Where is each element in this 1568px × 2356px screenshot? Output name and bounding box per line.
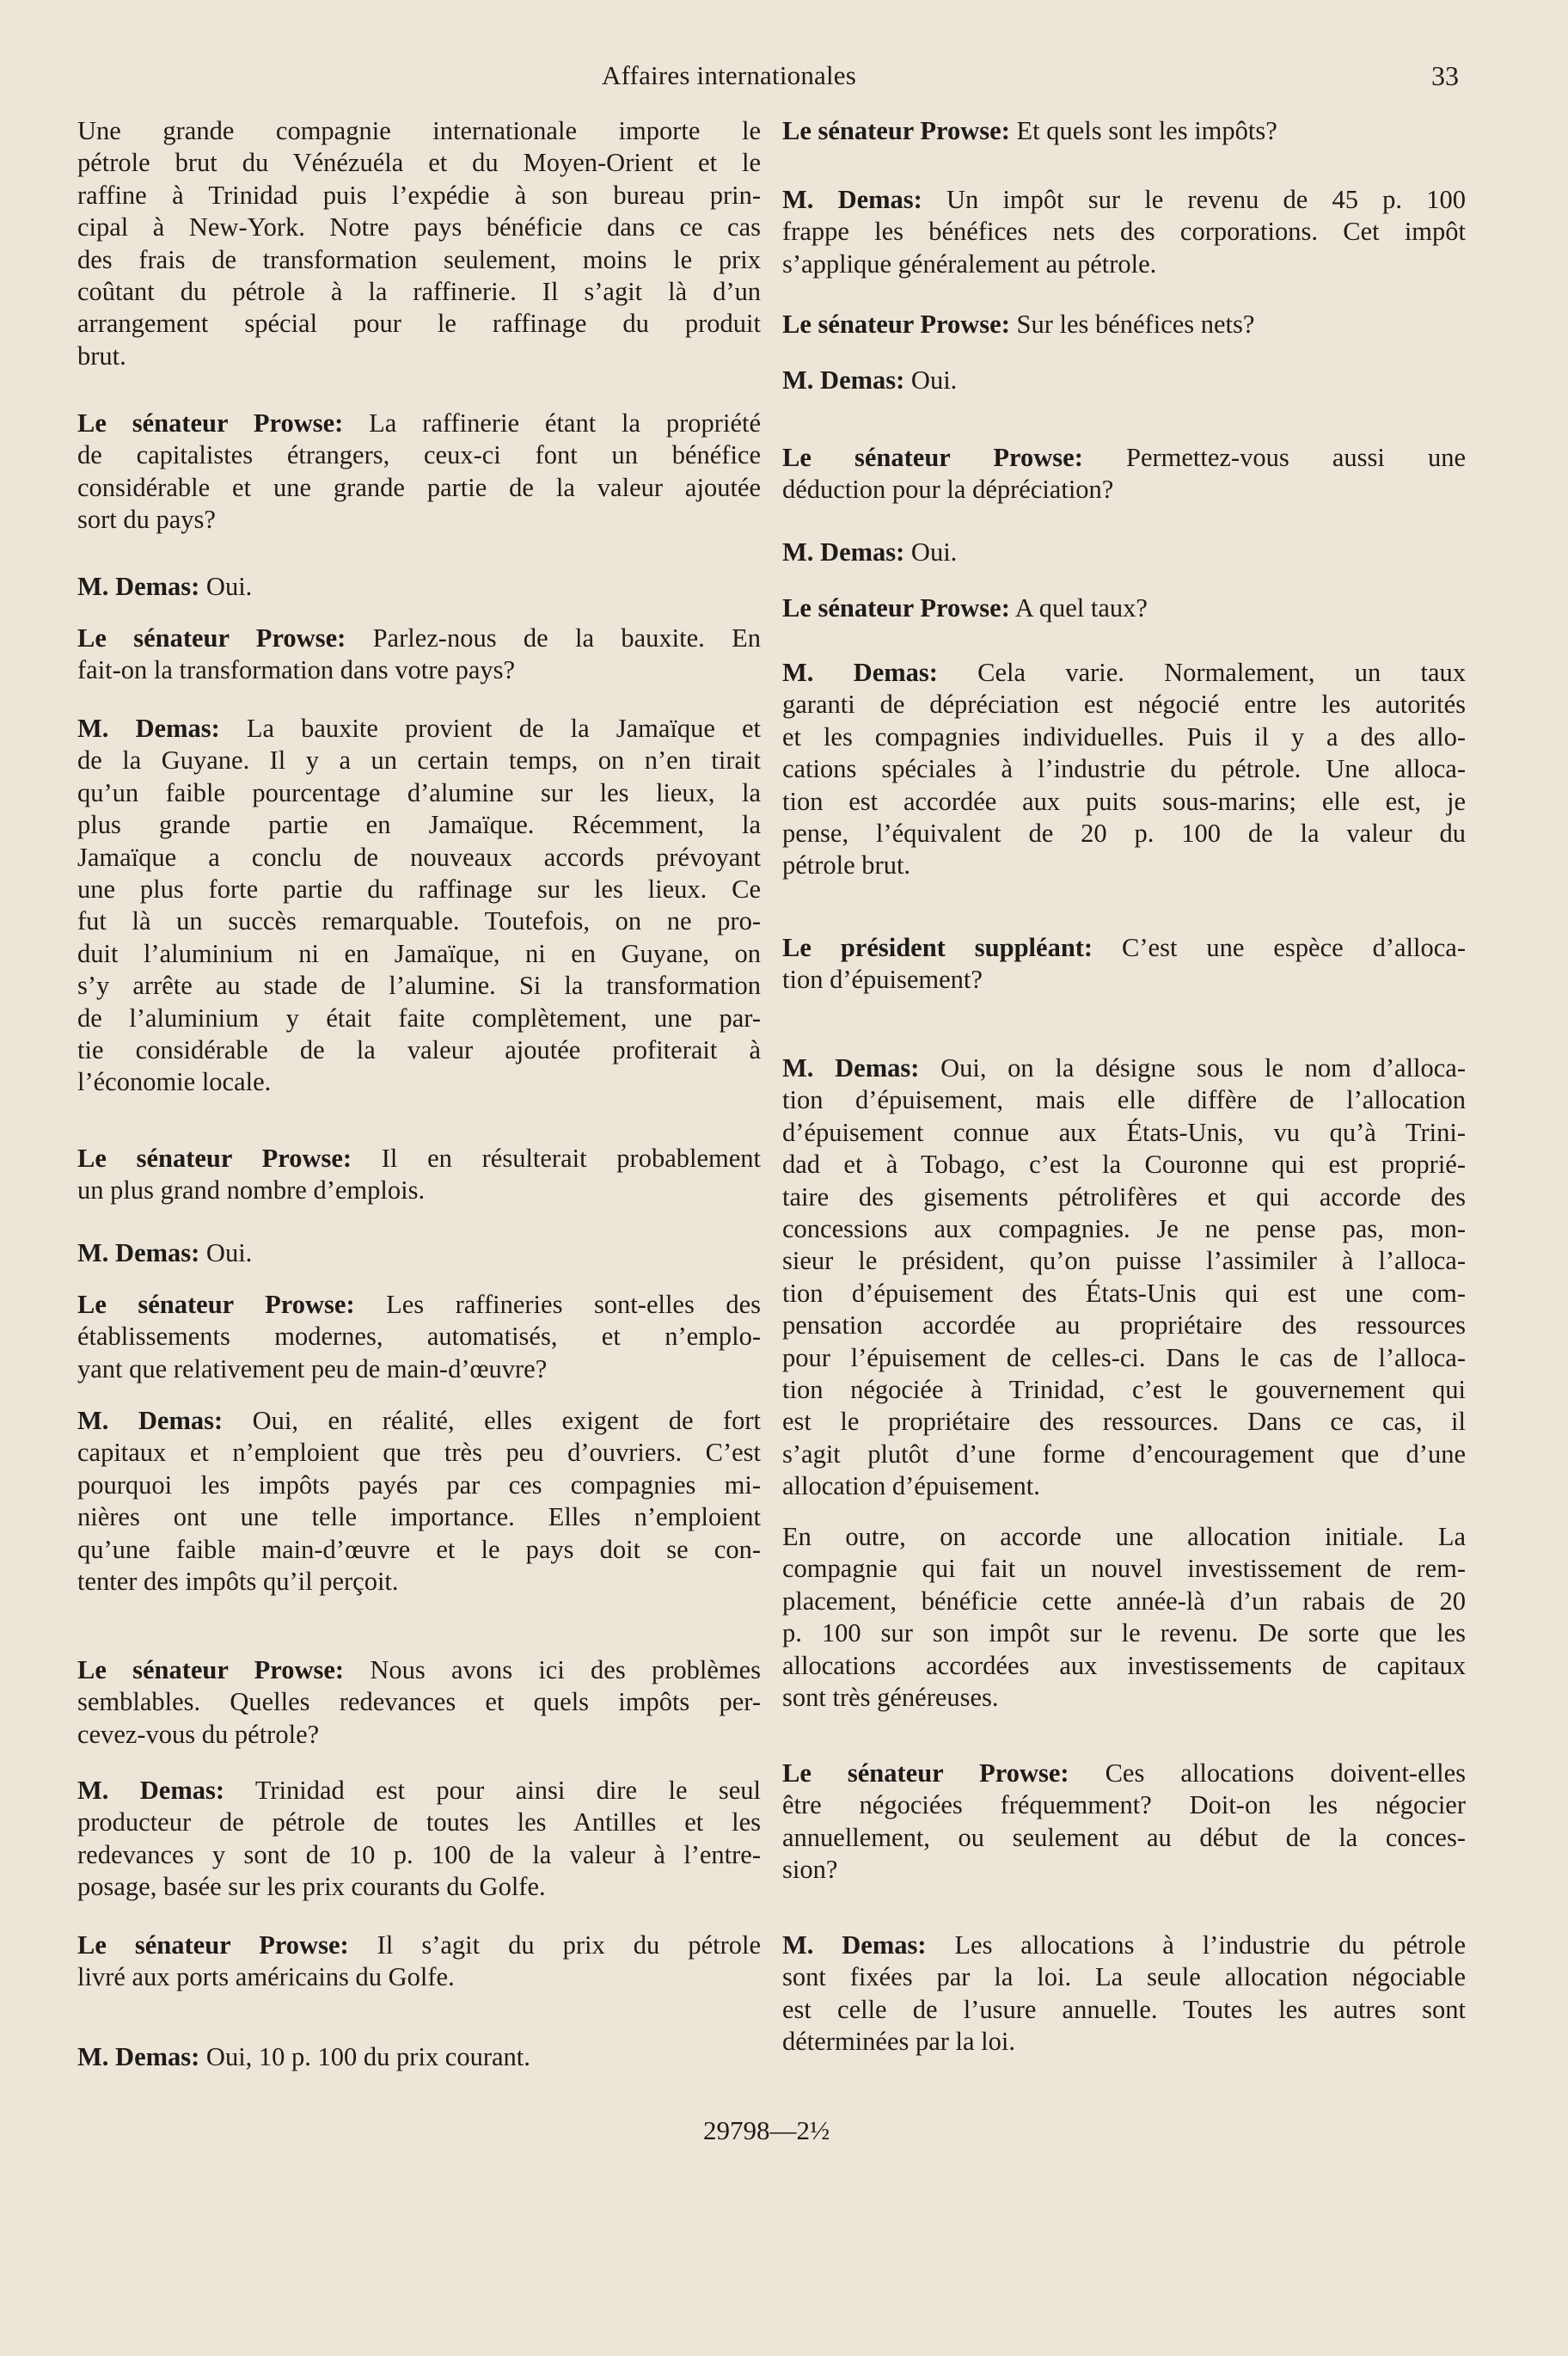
paragraph: M. Demas: Cela varie. Normalement, un taux garanti de dépréciation est négocié entre les autorités et les compagnies individuelles. Puis il y a des allo- cations spéciales à l’industrie du pétrole. Une alloca- tion est accordée aux puits sous-marins; elle est, je pense, l’équivalent de 20 p. 100 de la valeur du pétrole brut.	[782, 658, 1466, 880]
paragraph: Le sénateur Prowse: Les raffineries sont-elles des établissements modernes, automatisés, et n’emplo- yant que relativement peu de main-d’œuvre?	[77, 1290, 761, 1384]
speaker-name: M. Demas:	[782, 537, 905, 567]
paragraph: Le sénateur Prowse: La raffinerie étant la propriété de capitalistes étrangers, ceux-ci font un bénéfice considérable et une grande partie de la valeur ajoutée sort du pays?	[77, 408, 761, 535]
speaker-name: Le sénateur Prowse:	[77, 1290, 355, 1319]
paragraph: Le sénateur Prowse: Sur les bénéfices nets?	[782, 310, 1255, 339]
speaker-name: M. Demas:	[77, 1406, 224, 1435]
speaker-name: M. Demas:	[77, 714, 220, 743]
paragraph: M. Demas: Trinidad est pour ainsi dire le seul producteur de pétrole de toutes les Antilles et les redevances y sont de 10 p. 100 de la valeur à l’entre- posage, basée sur les prix courants du Golfe.	[77, 1776, 761, 1902]
paragraph: M. Demas: Oui, on la désigne sous le nom d’alloca- tion d’épuisement, mais elle diffère de l’allocation d’épuisement connue aux États-Unis, vu qu’à Trini- dad et à Tobago, c’est la Couronne qui est proprié- taire des gisements pétrolifères et qui accorde des concessions aux compagnies. Je ne pense pas, mon- sieur le président, qu’on puisse l’assimiler à l’alloca- tion d’épuisement des États-Unis qui est une com- pensation accordée au propriétaire des ressources pour l’épuisement de celles-ci. Dans le cas de l’alloca- tion négociée à Trinidad, c’est le gouvernement qui est le propriétaire des ressources. Dans ce cas, il s’agit plutôt d’une forme d’encouragement que d’une allocation d’épuisement.	[782, 1053, 1466, 1501]
paragraph: M. Demas: Oui, 10 p. 100 du prix courant.	[77, 2042, 530, 2071]
running-header: Affaires internationales	[602, 60, 857, 90]
speaker-name: Le sénateur Prowse:	[782, 593, 1010, 623]
speaker-name: M. Demas:	[77, 1776, 225, 1805]
speaker-name: M. Demas:	[77, 2042, 200, 2071]
paragraph: Le sénateur Prowse: Permettez-vous aussi une déduction pour la dépréciation?	[782, 443, 1466, 505]
paragraph: M. Demas: Oui.	[77, 572, 253, 601]
speaker-name: Le sénateur Prowse:	[782, 310, 1010, 339]
paragraph: Le sénateur Prowse: Il en résulterait probablement un plus grand nombre d’emplois.	[77, 1144, 761, 1206]
speaker-name: Le sénateur Prowse:	[782, 443, 1083, 472]
speaker-name: Le président suppléant:	[782, 933, 1093, 962]
paragraph: Le sénateur Prowse: Ces allocations doivent-elles être négociées fréquemment? Doit-on les négocier annuellement, ou seulement au début de la conces- sion?	[782, 1758, 1466, 1885]
speaker-name: Le sénateur Prowse:	[782, 1758, 1069, 1788]
speaker-name: Le sénateur Prowse:	[782, 116, 1010, 145]
paragraph: Le sénateur Prowse: Et quels sont les impôts?	[782, 116, 1277, 145]
speaker-name: M. Demas:	[782, 658, 938, 687]
speaker-name: Le sénateur Prowse:	[77, 623, 346, 653]
speaker-name: Le sénateur Prowse:	[77, 408, 344, 438]
paragraph: Le sénateur Prowse: Parlez-nous de la bauxite. En fait-on la transformation dans votre pays?	[77, 623, 761, 685]
paragraph: M. Demas: Oui.	[77, 1238, 253, 1267]
paragraph: Le président suppléant: C’est une espèce d’alloca- tion d’épuisement?	[782, 933, 1466, 995]
footer-code: 29798—2½	[703, 2115, 830, 2145]
speaker-name: Le sénateur Prowse:	[77, 1930, 349, 1960]
paragraph: Une grande compagnie internationale importe le pétrole brut du Vénézuéla et du Moyen-Orient et le raffine à Trinidad puis l’expédie à son bureau prin- cipal à New-York. Notre pays bénéficie dans ce cas des frais de transformation seulement, moins le prix coûtant du pétrole à la raffinerie. Il s’agit là d’un arrangement spécial pour le raffinage du produit brut.	[77, 116, 761, 371]
paragraph: M. Demas: Oui.	[782, 365, 958, 395]
speaker-name: M. Demas:	[782, 1930, 927, 1960]
speaker-name: M. Demas:	[77, 1238, 200, 1267]
speaker-name: M. Demas:	[77, 572, 200, 601]
speaker-name: M. Demas:	[782, 1053, 920, 1083]
paragraph: Le sénateur Prowse: Il s’agit du prix du pétrole livré aux ports américains du Golfe.	[77, 1930, 761, 1992]
paragraph: En outre, on accorde une allocation initiale. La compagnie qui fait un nouvel investissement de rem- placement, bénéficie cette année-là d’un rabais de 20 p. 100 sur son impôt sur le revenu. De sorte que les allocations accordées aux investissements de capitaux sont très généreuses.	[782, 1522, 1466, 1713]
paragraph: M. Demas: Oui.	[782, 537, 958, 567]
paragraph: Le sénateur Prowse: A quel taux?	[782, 593, 1148, 623]
page-number: 33	[1431, 60, 1459, 91]
paragraph: M. Demas: Oui, en réalité, elles exigent de fort capitaux et n’emploient que très peu d’ouvriers. C’est pourquoi les impôts payés par ces compagnies mi- nières ont une telle importance. Elles n’emploient qu’une faible main-d’œuvre et le pays doit se con- tenter des impôts qu’il perçoit.	[77, 1406, 761, 1597]
paragraph: M. Demas: Un impôt sur le revenu de 45 p. 100 frappe les bénéfices nets des corporations. Cet impôt s’applique généralement au pétrole.	[782, 185, 1466, 279]
speaker-name: M. Demas:	[782, 365, 905, 395]
paragraph: Le sénateur Prowse: Nous avons ici des problèmes semblables. Quelles redevances et quels impôts per- cevez-vous du pétrole?	[77, 1655, 761, 1749]
speaker-name: M. Demas:	[782, 185, 922, 214]
speaker-name: Le sénateur Prowse:	[77, 1655, 345, 1684]
paragraph: M. Demas: La bauxite provient de la Jamaïque et de la Guyane. Il y a un certain temps, on n’en tirait qu’un faible pourcentage d’alumine sur les lieux, la plus grande partie en Jamaïque. Récemment, la Jamaïque a conclu de nouveaux accords prévoyant une plus forte partie du raffinage sur les lieux. Ce fut là un succès remarquable. Toutefois, on ne pro- duit l’aluminium ni en Jamaïque, ni en Guyane, on s’y arrête au stade de l’alumine. Si la transformation de l’aluminium y était faite complètement, une par- tie considérable de la valeur ajoutée profiterait à l’économie locale.	[77, 714, 761, 1097]
paragraph: M. Demas: Les allocations à l’industrie du pétrole sont fixées par la loi. La seule allocation négociable est celle de l’usure annuelle. Toutes les autres sont déterminées par la loi.	[782, 1930, 1466, 2057]
speaker-name: Le sénateur Prowse:	[77, 1144, 352, 1173]
